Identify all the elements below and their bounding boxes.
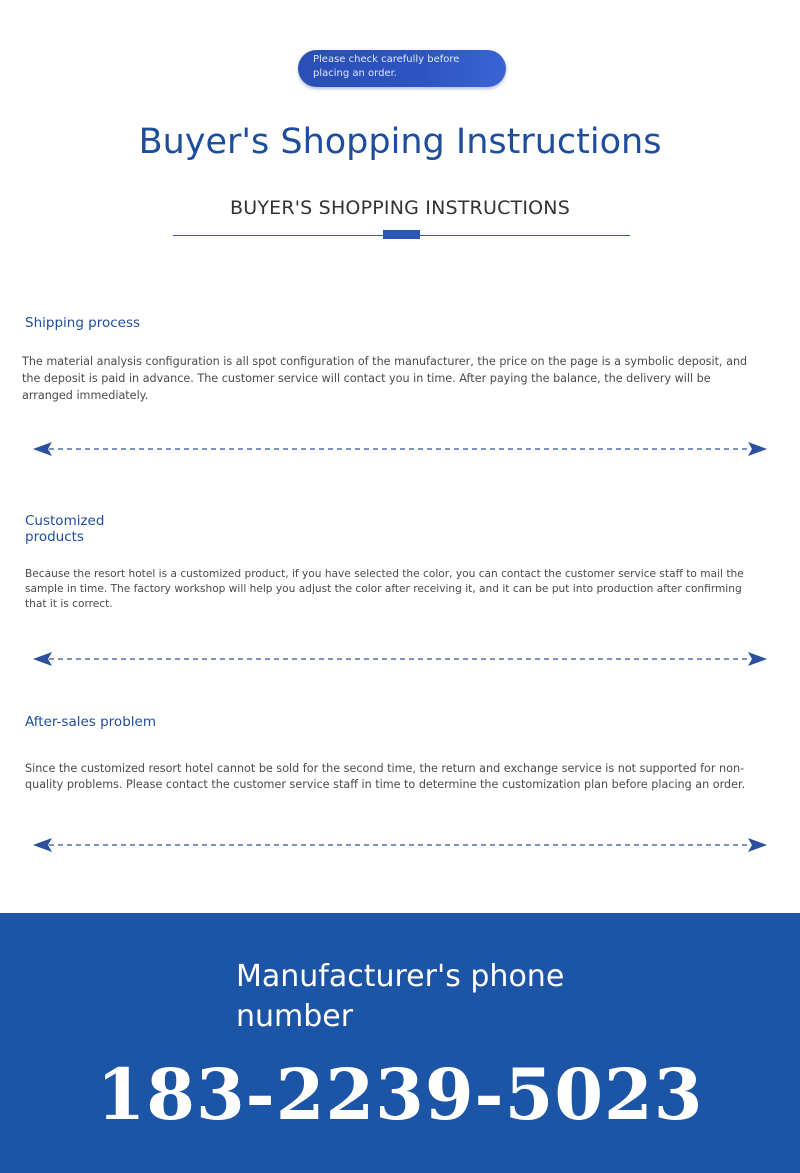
section-body-customized-products: Because the resort hotel is a customized product, if you have selected the color, you can contact the customer service staff to mail the sample in time. The factory workshop will help you adjust the color after receiving it, and it can be put into production after confirming that it is correct. [25, 568, 744, 610]
contact-label: Manufacturer's phone number [236, 959, 565, 1034]
section-heading-after-sales-problem: After-sales problem [25, 714, 156, 730]
double-arrow-divider [31, 438, 769, 460]
double-arrow-divider [31, 834, 769, 856]
double-arrow-divider [31, 648, 769, 670]
section-heading-customized-products: Customized products [25, 513, 105, 545]
section-heading-shipping-process: Shipping process [25, 315, 141, 331]
notice-pill [298, 50, 506, 87]
title-divider-accent [383, 230, 420, 239]
page-title: Buyer's Shopping Instructions [138, 122, 662, 162]
section-body-after-sales-problem: Since the customized resort hotel cannot be sold for the second time, the return and exchange service is not supported for non-quality problems. Please contact the customer service staff in time to determine the customization plan before placing an order. [25, 762, 746, 791]
phone-number: 183-2239-5023 [96, 1053, 704, 1136]
section-body-shipping-process: The material analysis configuration is all spot configuration of the manufacturer, the price on the page is a symbolic deposit, and the deposit is paid in advance. The customer service will contact you in time. After paying the balance, the delivery will be arranged immediately. [22, 355, 748, 402]
page-subtitle: BUYER'S SHOPPING INSTRUCTIONS [230, 197, 570, 219]
notice-pill-text: Please check carefully before placing an order. [313, 54, 460, 79]
